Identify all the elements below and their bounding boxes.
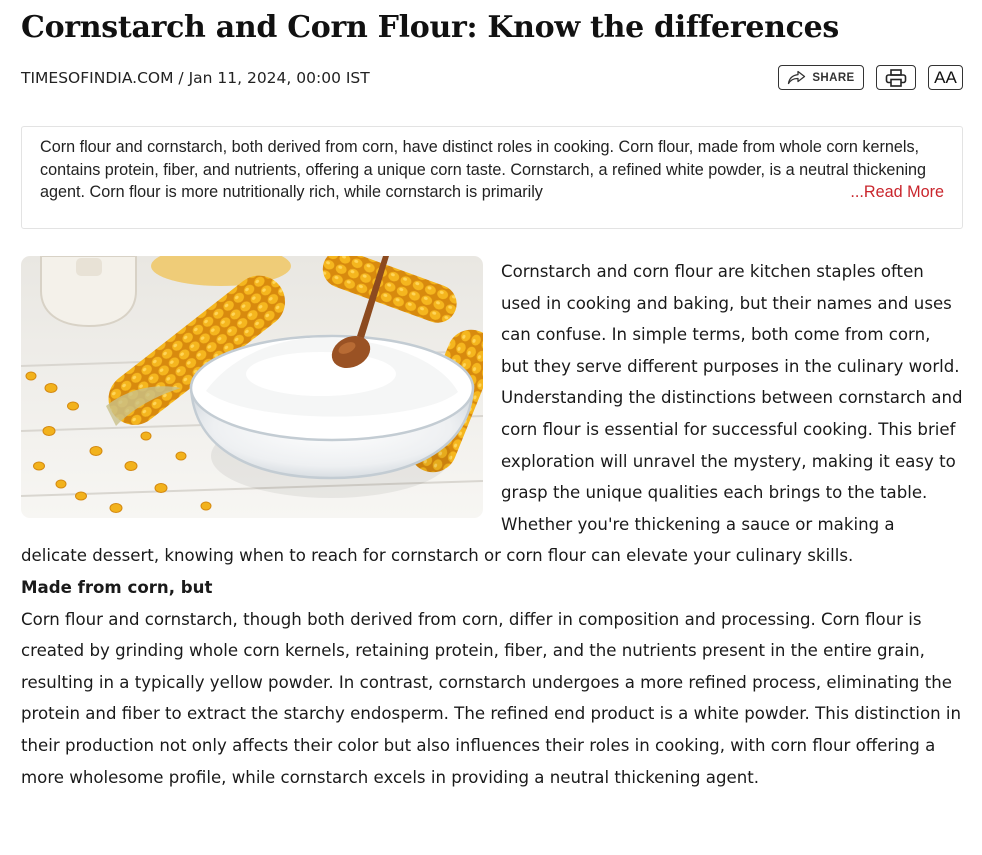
font-size-label: AA xyxy=(934,67,957,87)
article-paragraph: Corn flour and cornstarch, though both derived from corn, differ in composition and processing. Corn flour is created by grinding whole corn kernels, retaining protein, fiber, and the nutrients present in the entire grain, resulting in a typically yellow powder. In contrast, cornstarch undergoes a more refined process, eliminating the protein and fiber to extract the starchy endosperm. The refined end product is a white powder. This distinction in their production not only affects their color but also influences their roles in cooking, with corn flour offering a more wholesome profile, while cornstarch excels in providing a neutral thickening agent. xyxy=(21,609,962,787)
font-size-button[interactable] xyxy=(928,65,963,90)
printer-icon xyxy=(885,69,907,87)
article-subheading: Made from corn, but xyxy=(21,577,213,597)
share-button-label: SHARE xyxy=(812,71,855,84)
print-button[interactable] xyxy=(876,65,916,90)
read-more-link[interactable]: ...Read More xyxy=(847,181,944,204)
article-summary: Corn flour and cornstarch, both derived from corn, have distinct roles in cooking. Corn flour, made from whole corn kernels, contains protein, fiber, and nutrients, offering a unique corn taste. Cornstarch, a refined white powder, is a neutral thickening agent. Corn flour is more nutritionally rich, while cornstarch is primarily xyxy=(40,138,927,201)
article-body xyxy=(21,256,963,793)
article-title: Cornstarch and Corn Flour: Know the differences xyxy=(21,10,839,45)
article-summary-box xyxy=(21,126,963,229)
share-button[interactable] xyxy=(778,65,864,90)
article-paragraph: Cornstarch and corn flour are kitchen staples often used in cooking and baking, but their names and uses can confuse. In simple terms, both come from corn, but they serve different purposes in the culinary world. Understanding the distinctions between cornstarch and corn flour is essential for successful cooking. This brief exploration will unravel the mystery, making it easy to grasp the unique qualities each brings to the table. Whether you're thickening a sauce or making a delicate dessert, knowing when to reach for cornstarch or corn flour can elevate your culinary skills. xyxy=(21,262,963,566)
article-byline: TIMESOFINDIA.COM / Jan 11, 2024, 00:00 IST xyxy=(21,69,370,87)
share-arrow-icon xyxy=(787,70,806,85)
hero-image xyxy=(21,256,483,518)
